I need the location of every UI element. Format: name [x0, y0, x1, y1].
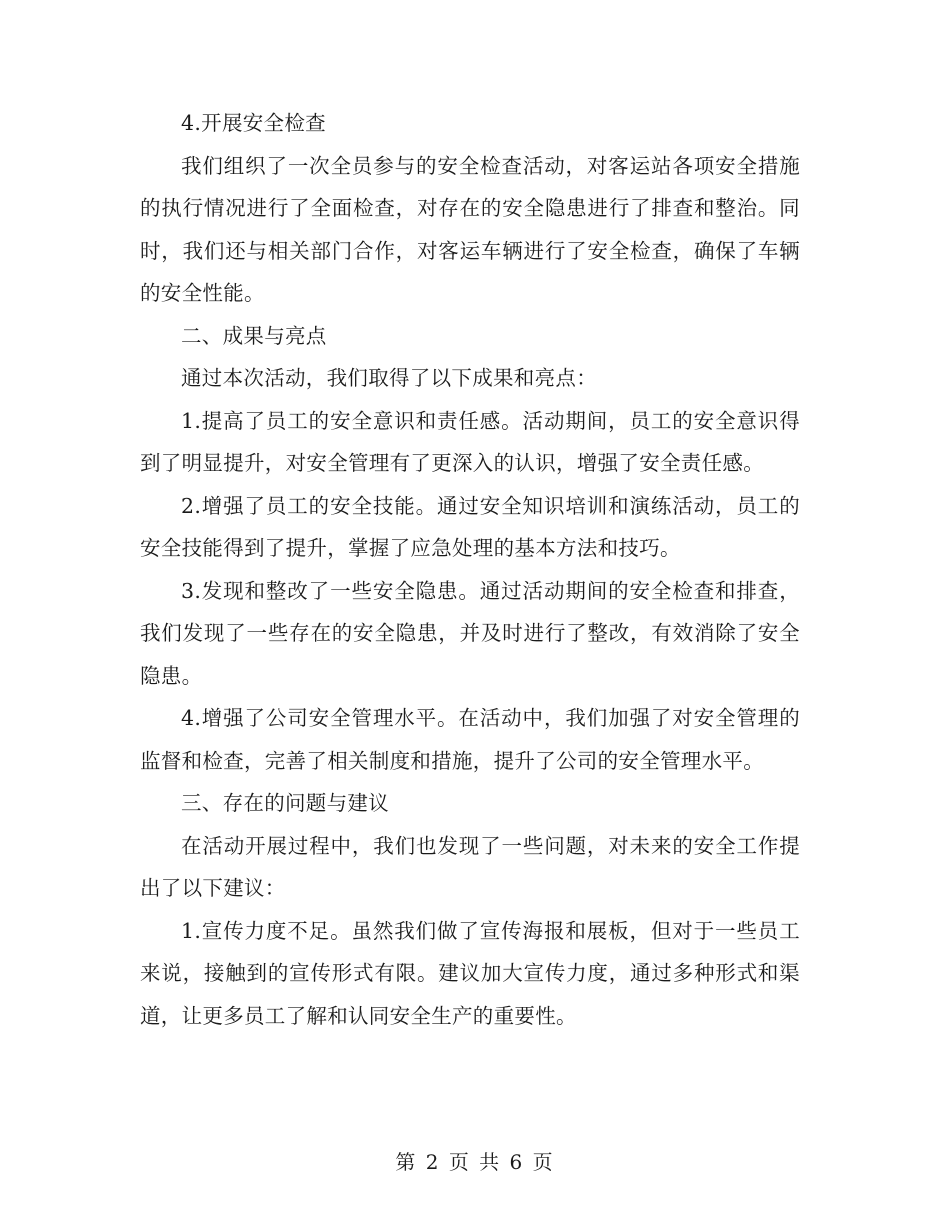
page-footer: 第 2 页 共 6 页 [395, 1150, 555, 1174]
paragraph-problems-intro: 在活动开展过程中，我们也发现了一些问题，对未来的安全工作提出了以下建议： [140, 833, 800, 900]
heading-problems: 三、存在的问题与建议 [181, 791, 389, 815]
document-body [140, 102, 800, 1037]
paragraph-inspection-detail: 我们组织了一次全员参与的安全检查活动，对客运站各项安全措施的执行情况进行了全面检查，对存在的安全隐患进行了排查和整治。同时，我们还与相关部门合作，对客运车辆进行了安全检查，确保了车辆的安全性能。 [140, 153, 800, 305]
result-item-1: 1.提高了员工的安全意识和责任感。活动期间，员工的安全意识得到了明显提升，对安全管理有了更深入的认识，增强了安全责任感。 [140, 408, 800, 475]
paragraph-results-intro: 通过本次活动，我们取得了以下成果和亮点： [181, 366, 597, 390]
heading-results: 二、成果与亮点 [181, 323, 327, 348]
result-item-4: 4.增强了公司安全管理水平。在活动中，我们加强了对安全管理的监督和检查，完善了相关制度和措施，提升了公司的安全管理水平。 [140, 706, 800, 773]
result-item-2: 2.增强了员工的安全技能。通过安全知识培训和演练活动，员工的安全技能得到了提升，掌握了应急处理的基本方法和技巧。 [140, 493, 800, 560]
suggestion-item-1: 1.宣传力度不足。虽然我们做了宣传海报和展板，但对于一些员工来说，接触到的宣传形式有限。建议加大宣传力度，通过多种形式和渠道，让更多员工了解和认同安全生产的重要性。 [140, 918, 800, 1028]
heading-safety-inspection: 4.开展安全检查 [181, 111, 326, 135]
result-item-3: 3.发现和整改了一些安全隐患。通过活动期间的安全检查和排查，我们发现了一些存在的安全隐患，并及时进行了整改，有效消除了安全隐患。 [140, 578, 800, 688]
